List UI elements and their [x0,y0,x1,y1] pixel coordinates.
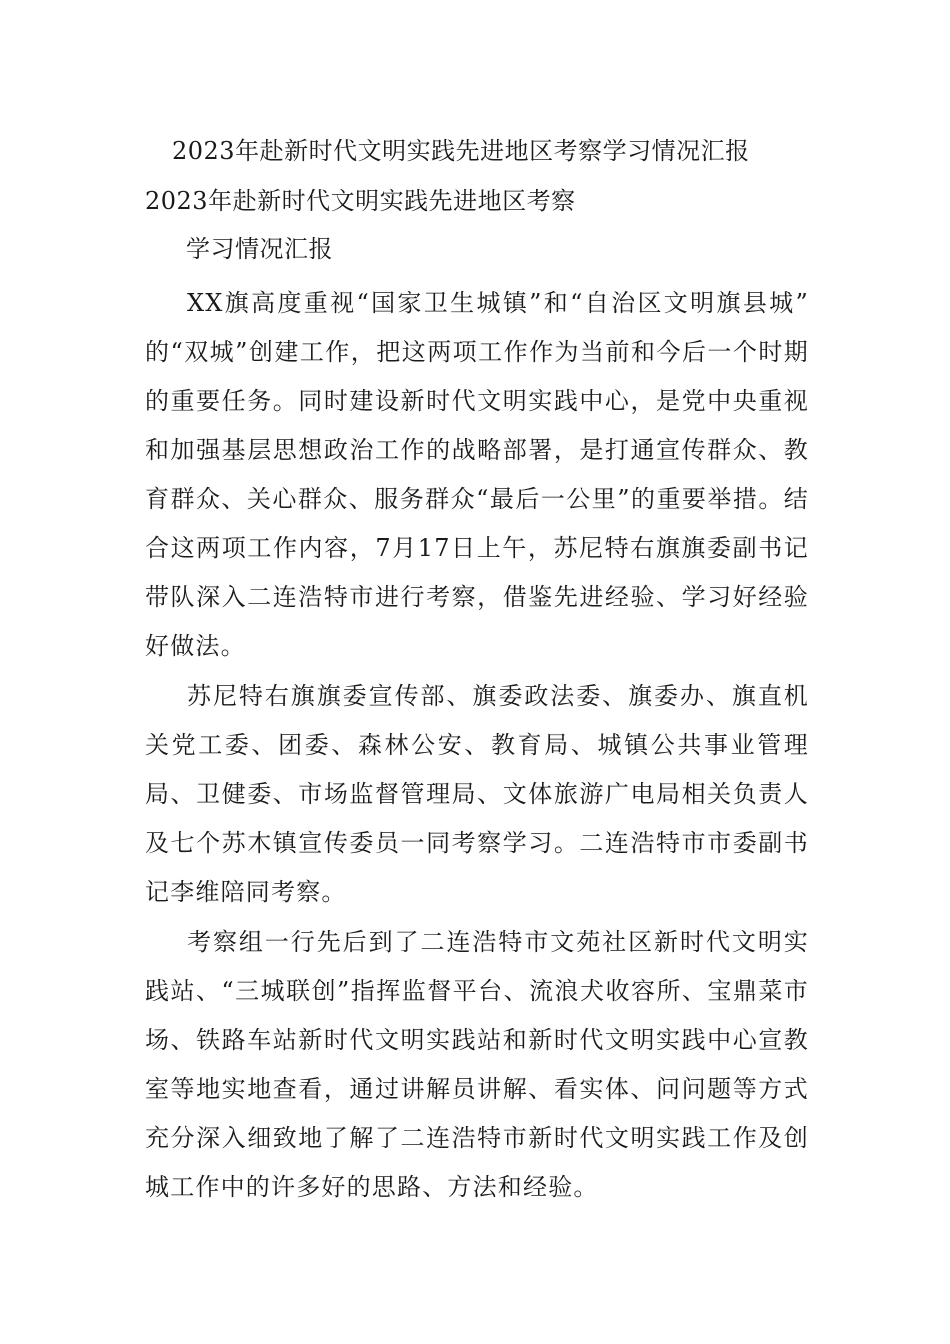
document-title: 2023年赴新时代文明实践先进地区考察学习情况汇报 [172,137,750,165]
paragraph-1: XX旗高度重视“国家卫生城镇”和“自治区文明旗县城” 的“双城”创建工作，把这两项工作作为当前和今后一个时期的重要任务。同时建设新时代文明实践中心，是党中央重视和加强基层思想政治工作的战略部署，是打通宣传群众、教育群众、关心群众、服务群众“最后一公里”的重要举措。结合这两项工作内容，7月17日上午，苏尼特右旗旗委副书记带队深入二连浩特市进行考察，借鉴先进经验、学习好经验好做法。 [145,289,809,660]
document-subtitle: 2023年赴新时代文明实践先进地区考察 [145,187,576,215]
document-subtitle-continued: 学习情况汇报 [186,235,333,263]
paragraph-3: 考察组一行先后到了二连浩特市文苑社区新时代文明实践站、“三城联创”指挥监督平台、流浪犬收容所、宝鼎菜市场、铁路车站新时代文明实践站和新时代文明实践中心宣教室等地实地查看，通过讲解员讲解、看实体、问问题等方式充分深入细致地了解了二连浩特市新时代文明实践工作及创城工作中的许多好的思路、方法和经验。 [145,928,809,1201]
paragraph-2: 苏尼特右旗旗委宣传部、旗委政法委、旗委办、旗直机关党工委、团委、森林公安、教育局、城镇公共事业管理局、卫健委、市场监督管理局、文体旅游广电局相关负责人及七个苏木镇宣传委员一同考察学习。二连浩特市市委副书记李维陪同考察。 [145,682,809,906]
